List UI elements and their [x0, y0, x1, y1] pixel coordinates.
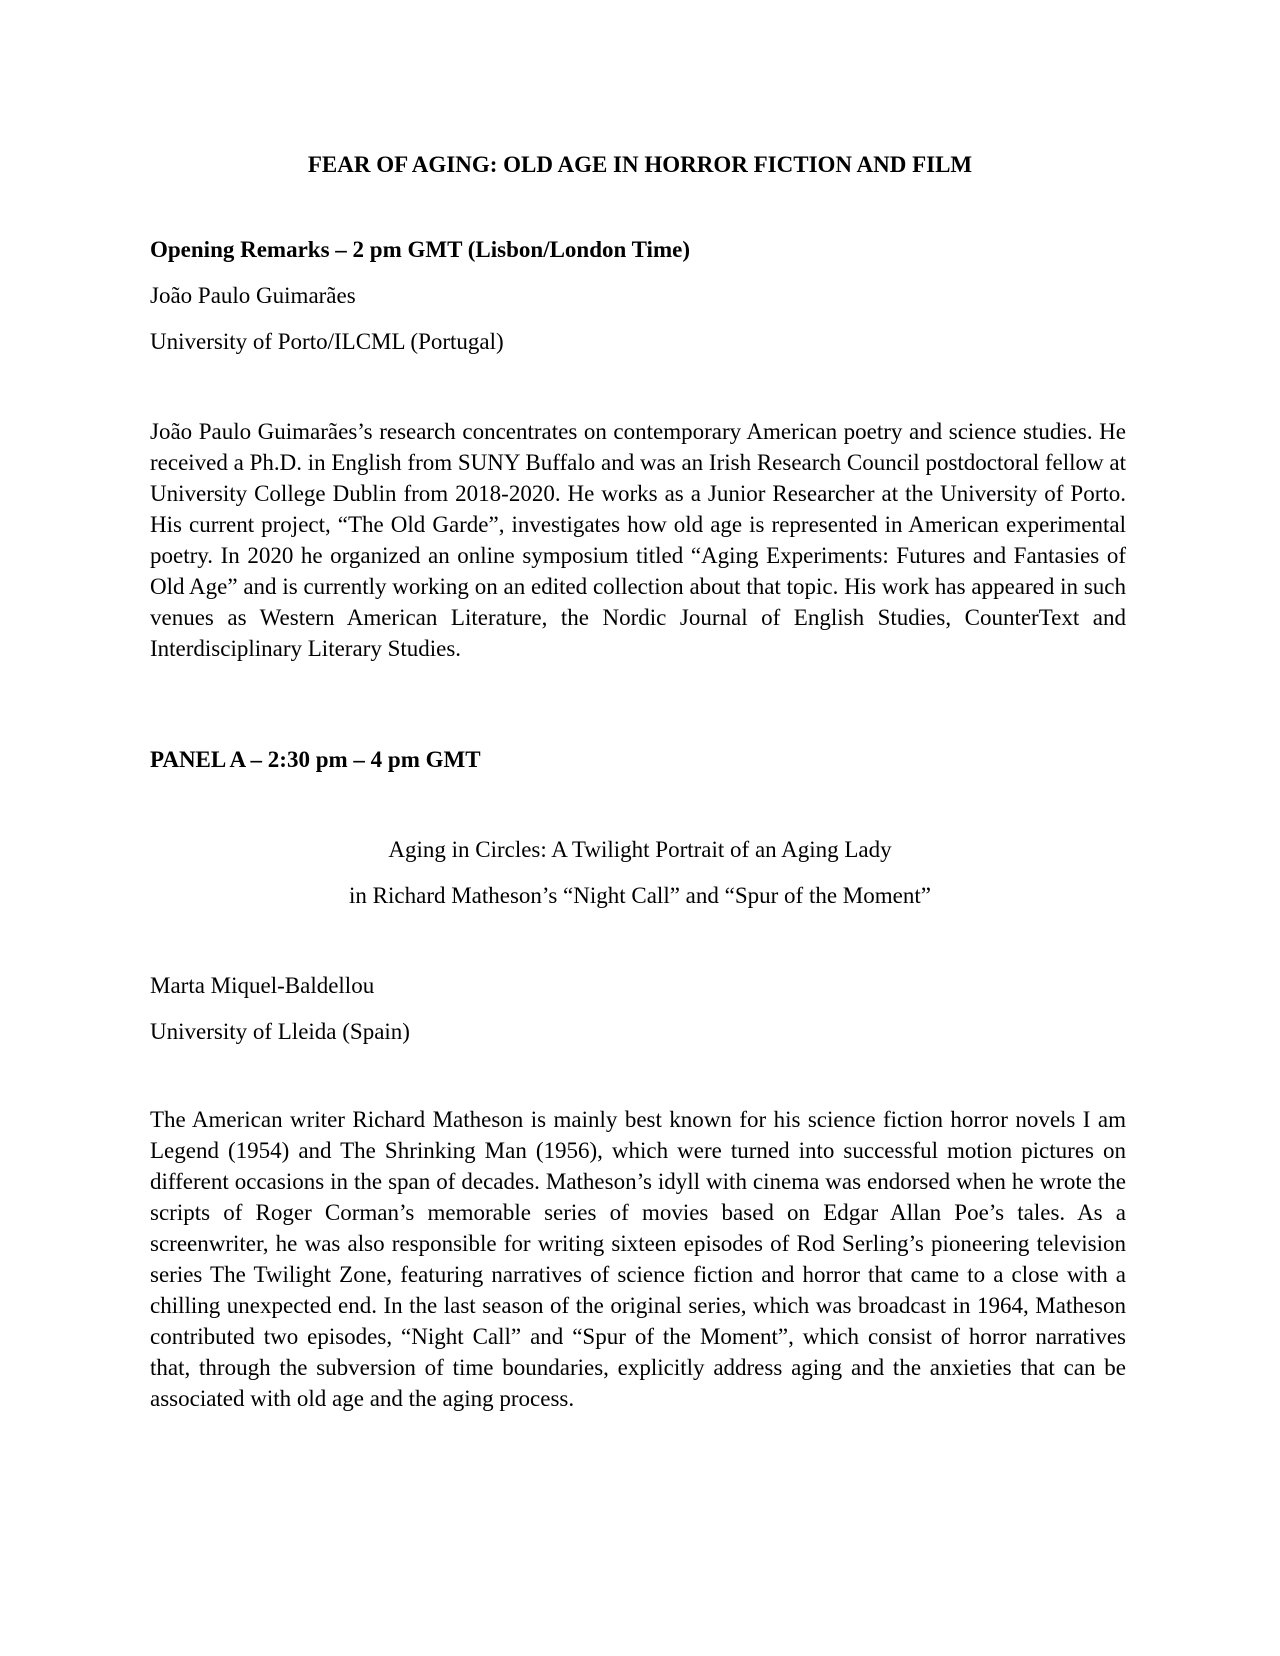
opening-speaker-bio: João Paulo Guimarães’s research concentrates on contemporary American poetry and science studies. He received a Ph.D. in English from SUNY Buffalo and was an Irish Research Council postdoctoral fellow at University College Dublin from 2018-2020. He works as a Junior Researcher at the University of Porto. His current project, “The Old Garde”, investigates how old age is represented in American experimental poetry. In 2020 he organized an online symposium titled “Aging Experiments: Futures and Fantasies of Old Age” and is currently working on an edited collection about that topic. His work has appeared in such venues as Western American Literature, the Nordic Journal of English Studies, CounterText and Interdisciplinary Literary Studies.	[150, 419, 1126, 661]
panel-speaker-name: Marta Miquel-Baldellou	[150, 973, 375, 998]
opening-remarks-heading: Opening Remarks – 2 pm GMT (Lisbon/London Time)	[150, 237, 690, 262]
talk-title-line-1: Aging in Circles: A Twilight Portrait of an Aging Lady	[388, 837, 892, 862]
talk-abstract: The American writer Richard Matheson is mainly best known for his science fiction horror novels I am Legend (1954) and The Shrinking Man (1956), which were turned into successful motion pictures on different occasions in the span of decades. Matheson’s idyll with cinema was endorsed when he wrote the scripts of Roger Corman’s memorable series of movies based on Edgar Allan Poe’s tales. As a screenwriter, he was also responsible for writing sixteen episodes of Rod Serling’s pioneering television series The Twilight Zone, featuring narratives of science fiction and horror that came to a close with a chilling unexpected end. In the last season of the original series, which was broadcast in 1964, Matheson contributed two episodes, “Night Call” and “Spur of the Moment”, which consist of horror narratives that, through the subversion of time boundaries, explicitly address aging and the anxieties that can be associated with old age and the aging process.	[150, 1107, 1126, 1411]
panel-a-heading: PANEL A – 2:30 pm – 4 pm GMT	[150, 747, 481, 772]
opening-speaker-name: João Paulo Guimarães	[150, 283, 356, 308]
opening-speaker-affiliation: University of Porto/ILCML (Portugal)	[150, 329, 504, 354]
talk-title-line-2: in Richard Matheson’s “Night Call” and “Spur of the Moment”	[349, 883, 931, 908]
panel-speaker-affiliation: University of Lleida (Spain)	[150, 1019, 410, 1044]
document-title: FEAR OF AGING: OLD AGE IN HORROR FICTION AND FILM	[307, 152, 973, 177]
